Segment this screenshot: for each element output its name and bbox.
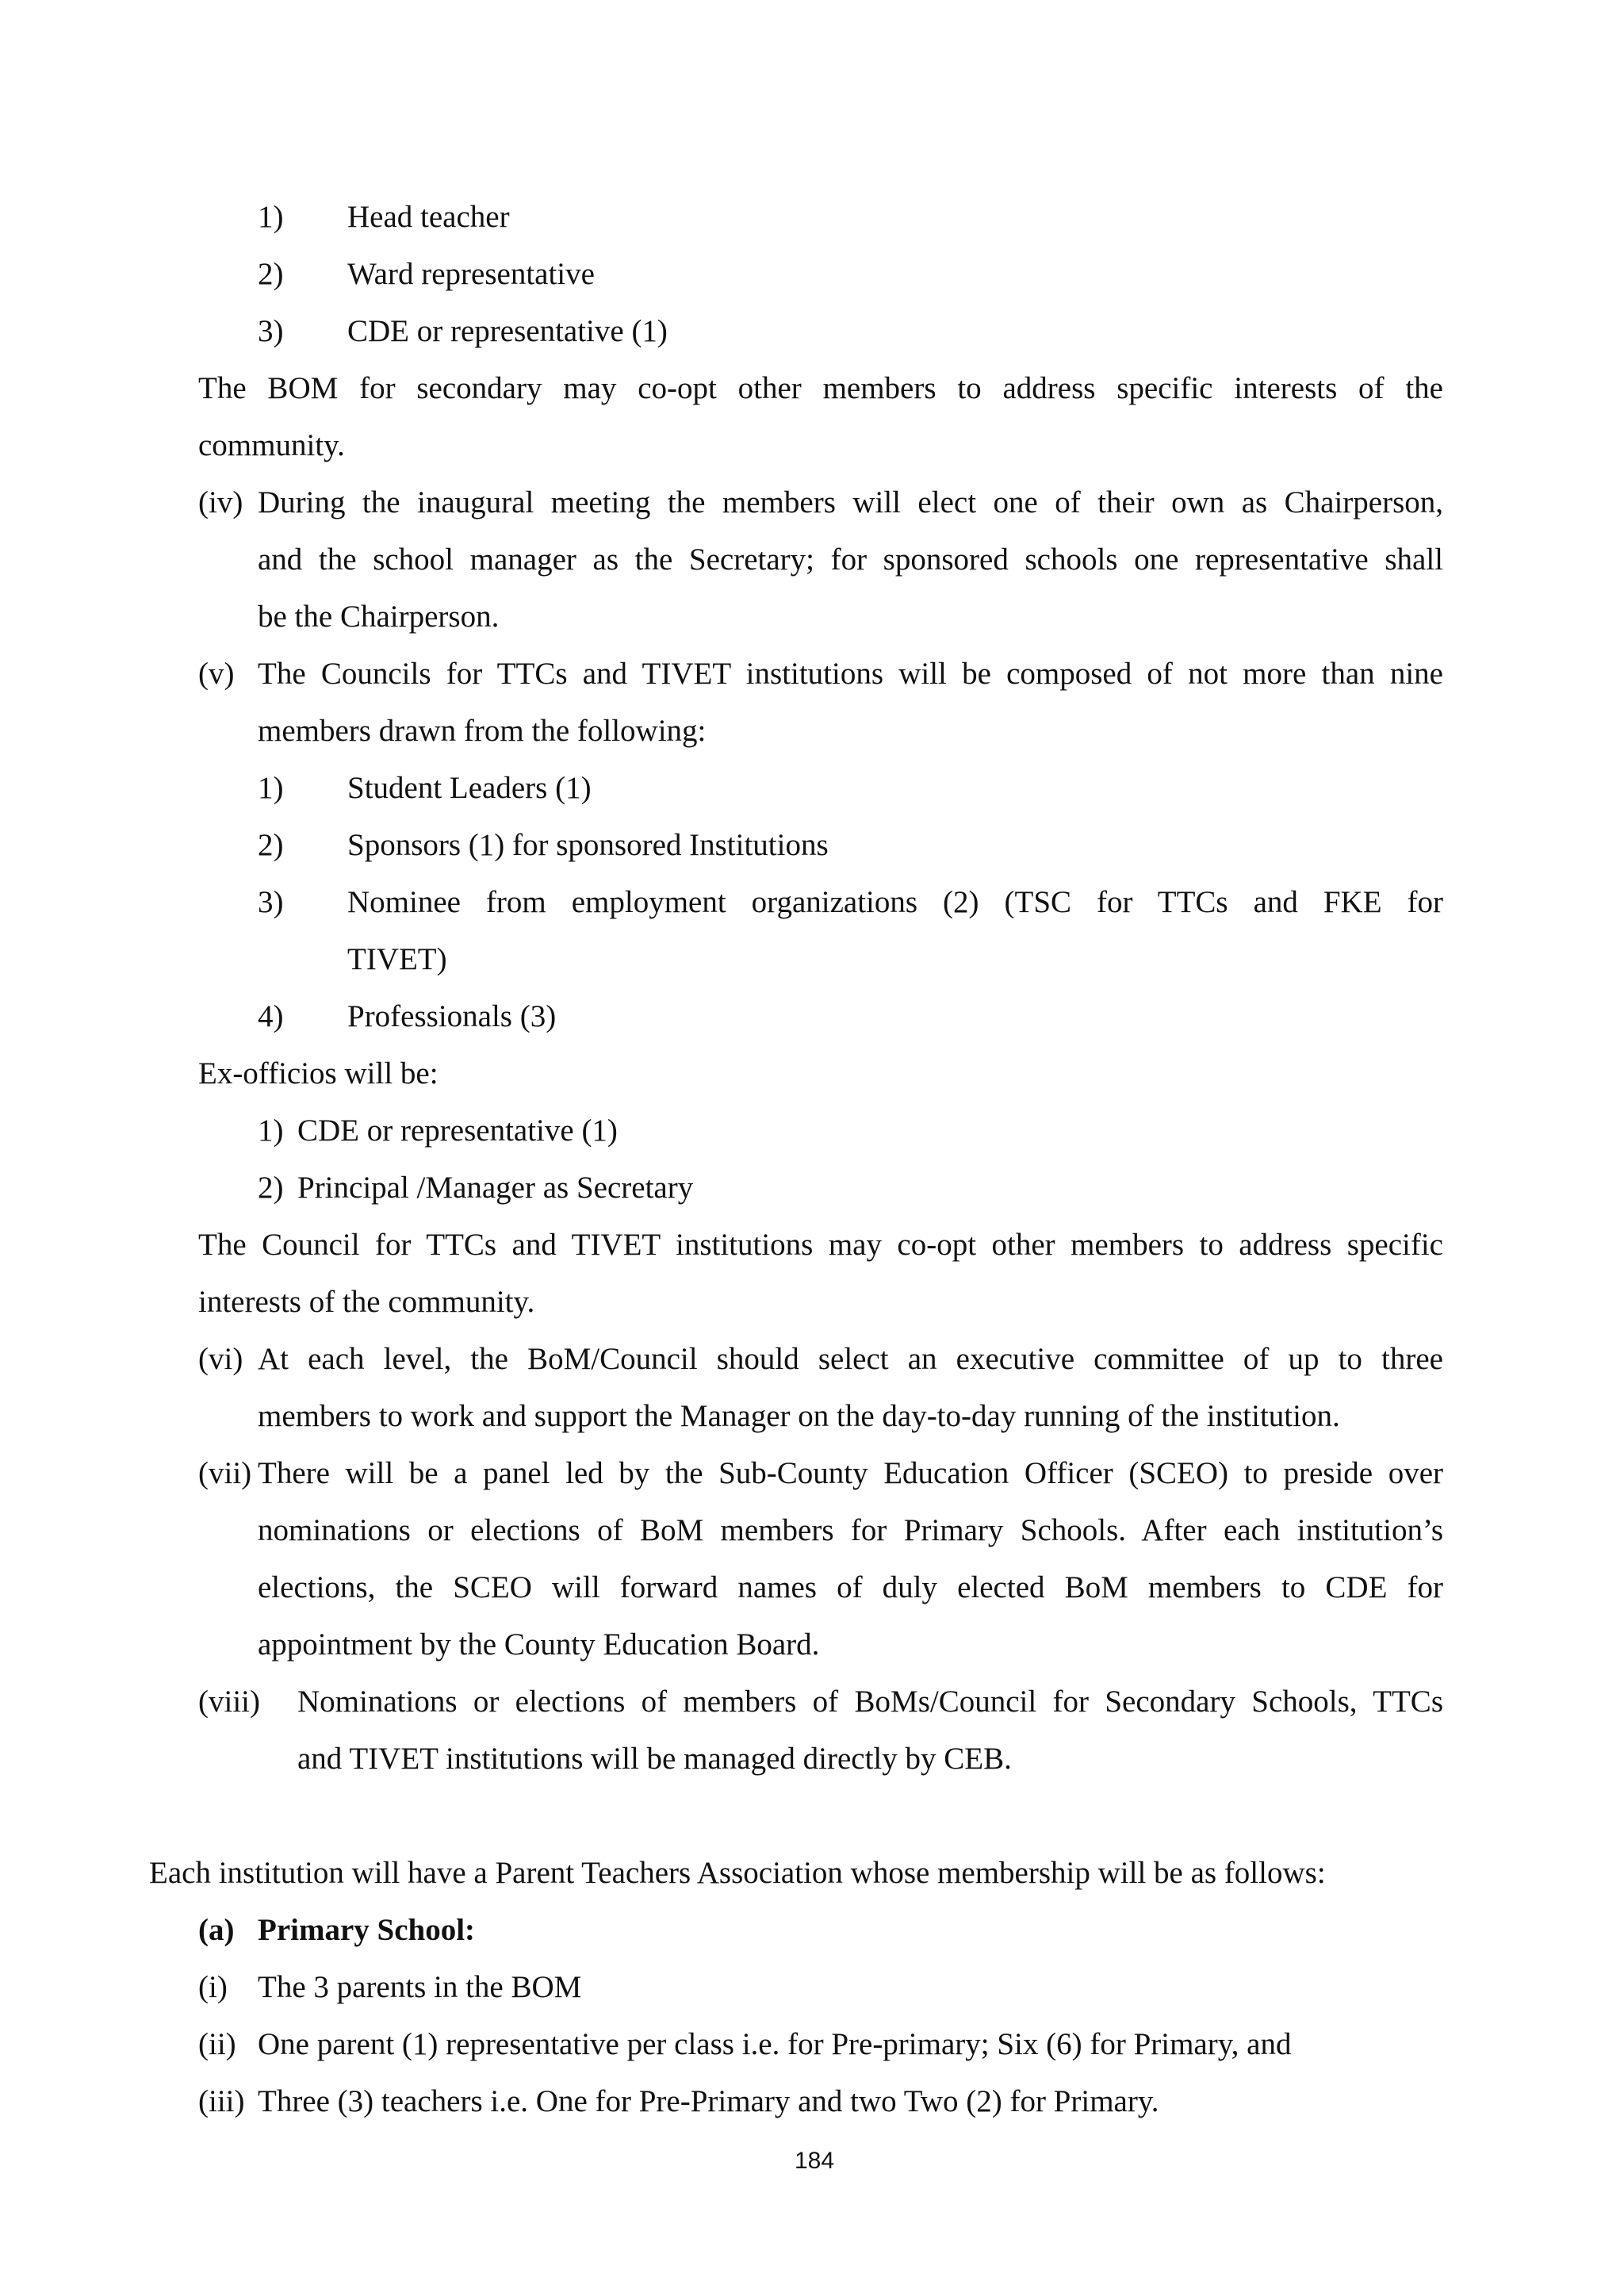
paragraph-line: During the inaugural meeting the members will elect one of their own as Chairperson, [258,485,1443,519]
item-number: (vii) [198,1456,252,1490]
paragraph-line: and TIVET institutions will be managed directly by CEB. [297,1742,1012,1776]
list-item: The 3 parents in the BOM [258,1970,582,2004]
item-number: (iii) [198,2084,245,2118]
paragraph-line: community. [198,428,345,462]
list-number: 2) [258,257,284,291]
list-item: Nominee from employment organizations (2) (TSC for TTCs and FKE for [347,885,1443,919]
list-item: Three (3) teachers i.e. One for Pre-Primary and two Two (2) for Primary. [258,2084,1159,2118]
pta-intro: Each institution will have a Parent Teachers Association whose membership will be as follows: [149,1856,1326,1890]
list-item: Professionals (3) [347,999,557,1033]
paragraph-line: The BOM for secondary may co-opt other members to address specific interests of the [198,371,1443,405]
sub-heading: Primary School: [258,1913,476,1947]
list-item: Head teacher [347,200,510,234]
list-item: Principal /Manager as Secretary [297,1171,694,1205]
list-number: 1) [258,771,284,805]
exofficio-heading: Ex-officios will be: [198,1056,439,1091]
paragraph-line: appointment by the County Education Board. [258,1627,820,1662]
paragraph-line: be the Chairperson. [258,600,500,634]
item-number: (vi) [198,1342,243,1376]
list-item: Ward representative [347,257,595,291]
item-number: (iv) [198,485,243,519]
paragraph-line: The Councils for TTCs and TIVET institutions will be composed of not more than nine [258,657,1443,691]
item-number: (ii) [198,2027,236,2061]
paragraph-line: interests of the community. [198,1285,535,1319]
list-item: One parent (1) representative per class i.e. for Pre-primary; Six (6) for Primary, and [258,2027,1292,2061]
list-number: 1) [258,200,284,234]
paragraph-line: nominations or elections of BoM members for Primary Schools. After each institution’s [258,1513,1443,1547]
list-item: Student Leaders (1) [347,771,592,805]
page-number: 184 [795,2148,835,2174]
item-number: (v) [198,657,235,691]
list-number: 2) [258,828,284,862]
paragraph-line: There will be a panel led by the Sub-County Education Officer (SCEO) to preside over [258,1456,1443,1490]
list-number: 2) [258,1171,284,1205]
paragraph-line: members to work and support the Manager on the day-to-day running of the institution. [258,1399,1340,1433]
list-item: CDE or representative (1) [347,314,668,348]
paragraph-line: The Council for TTCs and TIVET institutions may co-opt other members to address specific [198,1228,1443,1262]
paragraph-line: Nominations or elections of members of BoMs/Council for Secondary Schools, TTCs [297,1685,1443,1719]
item-number: (i) [198,1970,228,2004]
list-number: 3) [258,314,284,348]
item-number: (viii) [198,1685,260,1719]
list-item-continuation: TIVET) [347,942,447,976]
list-item: CDE or representative (1) [297,1114,618,1148]
paragraph-line: and the school manager as the Secretary; for sponsored schools one representative shall [258,542,1443,577]
paragraph-line: elections, the SCEO will forward names of duly elected BoM members to CDE for [258,1570,1443,1604]
sub-heading-number: (a) [198,1913,235,1947]
list-number: 4) [258,999,284,1033]
list-number: 3) [258,885,284,919]
paragraph-line: members drawn from the following: [258,714,707,748]
paragraph-line: At each level, the BoM/Council should select an executive committee of up to three [258,1342,1443,1376]
list-item: Sponsors (1) for sponsored Institutions [347,828,829,862]
list-number: 1) [258,1114,284,1148]
